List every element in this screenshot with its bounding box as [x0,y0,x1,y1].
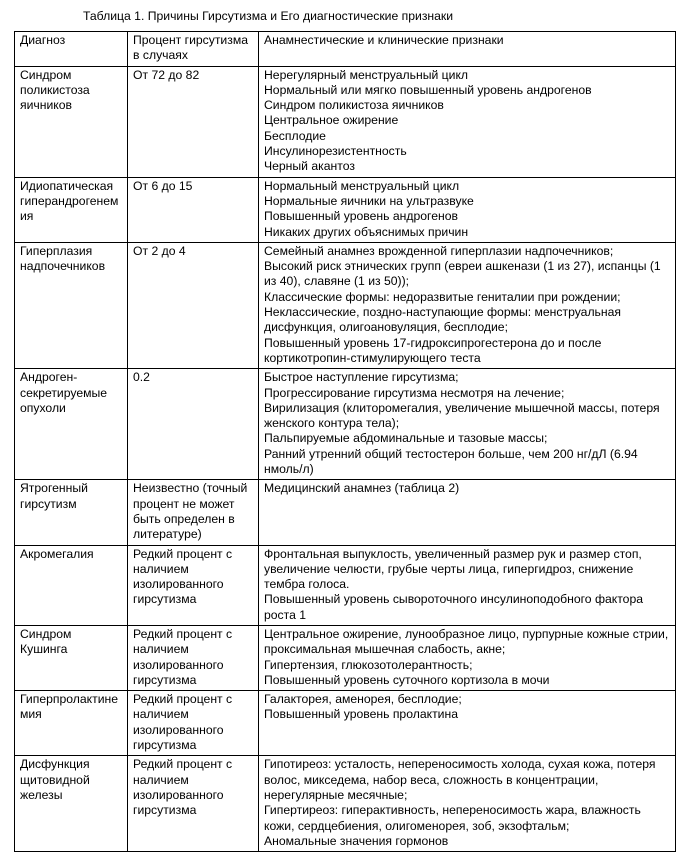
document-page [0,9,689,852]
signs-cell [259,480,676,545]
hirsutism-causes-table [14,31,676,852]
sign-line: Галакторея, аменорея, бесплодие; [264,692,462,707]
signs-cell [259,177,676,242]
sign-line: Вирилизация (клиторомегалия, увеличение мышечной массы, потеря женского контура тела); [264,400,660,431]
percent-cell: Редкий процент с наличием изолированного гирсутизма [128,756,259,852]
sign-line: Повышенный уровень пролактина [264,707,458,722]
table-row [15,756,676,852]
table-row [15,177,676,242]
sign-line: Семейный анамнез врожденной гиперплазии надпочечников; [264,243,614,258]
signs-cell [259,369,676,480]
sign-line: Высокий риск этнических групп (евреи ашкенази (1 из 27), испанцы (1 из 40), славяне (1 из 50)); [264,259,661,289]
diagnosis-cell: Дисфункция щитовидной железы [15,756,128,852]
sign-line: Аномальные значения гормонов [264,833,449,848]
table-row [15,691,676,756]
column-header-signs: Анамнестические и клинические признаки [259,32,676,67]
signs-cell [259,242,676,368]
percent-cell: От 72 до 82 [128,66,259,177]
sign-line: Центральное ожирение, лунообразное лицо, пурпурные кожные стрии, проксимальная мышечная слабость, акне; [264,626,669,657]
table-row [15,66,676,177]
signs-cell [259,545,676,625]
sign-line: Прогрессирование гирсутизма несмотря на лечение; [264,385,565,400]
percent-cell: 0.2 [128,369,259,480]
diagnosis-cell: Гиперплазия надпочечников [15,242,128,368]
signs-cell [259,691,676,756]
table-row [15,625,676,690]
sign-line: Черный акантоз [264,159,355,174]
sign-line: Фронтальная выпуклость, увеличенный размер рук и размер стоп, увеличение челюсти, грубые черты лица, гипергидроз, снижение тембра голоса. [264,546,642,592]
sign-line: Повышенный уровень андрогенов [264,209,458,224]
table-row [15,545,676,625]
signs-cell [259,625,676,690]
sign-line: Синдром поликистоза яичников [264,98,444,113]
sign-line: Медицинский анамнез (таблица 2) [264,481,460,496]
sign-line: Бесплодие [264,128,326,143]
sign-line: Никаких других объяснимых причин [264,224,469,239]
diagnosis-cell: Синдром поликистоза яичников [15,66,128,177]
percent-cell: Редкий процент с наличием изолированного гирсутизма [128,691,259,756]
sign-line: Ранний утренний общий тестостерон больше, чем 200 нг/дЛ (6.94 нмоль/л) [264,446,638,477]
percent-cell: Редкий процент с наличием изолированного гирсутизма [128,545,259,625]
sign-line: Быстрое наступление гирсутизма; [264,370,459,385]
diagnosis-cell: Гиперпролактинемия [15,691,128,756]
diagnosis-cell: Ятрогенный гирсутизм [15,480,128,545]
sign-line: Гипертензия, глюкозотолерантность; [264,657,473,672]
header-row [15,32,676,67]
table-row [15,369,676,480]
sign-line: Нормальные яичники на ультразвуке [264,193,474,208]
sign-line: Нормальный менструальный цикл [264,178,460,193]
sign-line: Повышенный уровень 17-гидроксипрогестерона до и после кортикотропин-стимулирующего теста [264,335,602,365]
sign-line: Нерегулярный менструальный цикл [264,67,469,82]
sign-line: Повышенный уровень сывороточного инсулиноподобного фактора роста 1 [264,592,644,622]
percent-cell: Редкий процент с наличием изолированного гирсутизма [128,625,259,690]
diagnosis-cell: Акромегалия [15,545,128,625]
sign-line: Гипотиреоз: усталость, непереносимость холода, сухая кожа, потеря волос, микседема, набор веса, сложность в концентрации, нерегулярные месячные; [264,757,656,802]
sign-line: Инсулинорезистентность [264,144,407,159]
sign-line: Гипертиреоз: гиперактивность, непереносимость жара, влажность кожи, сердцебиения, олигоменорея, зоб, экзофтальм; [264,803,641,833]
column-header-percent: Процент гирсутизма в случаях [128,32,259,67]
sign-line: Повышенный уровень суточного кортизола в мочи [264,672,550,687]
sign-line: Нормальный или мягко повышенный уровень андрогенов [264,82,592,97]
sign-line: Классические формы: недоразвитые гениталии при рождении; [264,289,621,304]
diagnosis-cell: Андроген-секретируемые опухоли [15,369,128,480]
percent-cell: Неизвестно (точный процент не может быть определен в литературе) [128,480,259,545]
sign-line: Центральное ожирение [264,113,399,128]
percent-cell: От 2 до 4 [128,242,259,368]
diagnosis-cell: Синдром Кушинга [15,625,128,690]
diagnosis-cell: Идиопатическая гиперандрогенемия [15,177,128,242]
column-header-diagnosis: Диагноз [15,32,128,67]
sign-line: Неклассические, поздно-наступающие формы: менструальная дисфункция, олигоановуляция, бесплодие; [264,305,622,335]
table-title: Таблица 1. Причины Гирсутизма и Его диагностические признаки [83,9,454,23]
table-row [15,242,676,368]
percent-cell: От 6 до 15 [128,177,259,242]
sign-line: Пальпируемые абдоминальные и тазовые массы; [264,431,548,446]
signs-cell [259,756,676,852]
signs-cell [259,66,676,177]
table-row [15,480,676,545]
